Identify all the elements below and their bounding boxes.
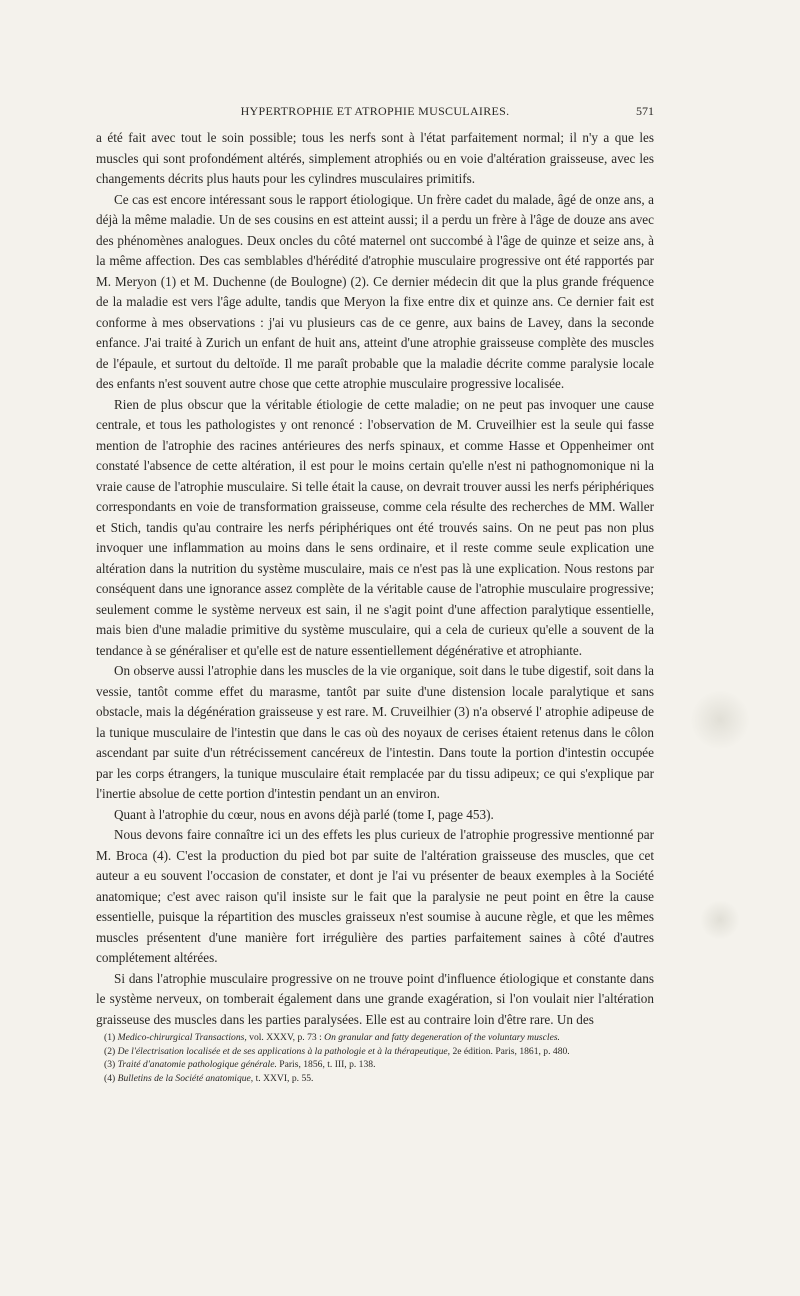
footnote-number: (3) — [104, 1059, 116, 1070]
footnote-number: (1) — [104, 1032, 116, 1043]
footnote-title: Traité d'anatomie pathologique générale. — [117, 1059, 277, 1070]
footnote — [96, 1031, 654, 1045]
paragraph: Si dans l'atrophie musculaire progressive on ne trouve point d'influence étiologique et constante dans le système nerveux, on tomberait également dans une grande exagération, si l'on voulait nier l'altération graisseuse des muscles dans les parties paralysées. Elle est au contraire loin d'être rare. Un des — [96, 970, 654, 1027]
paragraph: Rien de plus obscur que la véritable étiologie de cette maladie; on ne peut pas invoquer une cause centrale, et tous les pathologistes y ont renoncé : l'observation de M. Cruveilhier est la seule qui fasse mention de l'atrophie des racines antérieures des nerfs spinaux, et comme Hasse et Oppenheimer ont constaté l'absence de cette altération, il est pour le moins certain qu'elle n'est ni pathognomonique ni la vraie cause de l'atrophie musculaire. Si telle était la cause, on devrait trouver aussi les nerfs périphériques correspondants en voie de transformation graisseuse, comme cela résulte des recherches de MM. Waller et Stich, tandis qu'au contraire les nerfs périphériques ont été trouvés sains. On ne peut pas non plus invoquer une inflammation au moins dans le sens ordinaire, et il reste comme seule explication une altération dans la nutrition du système musculaire, mais ce n'est pas là une explication. Nous restons par conséquent dans une ignorance assez complète de la véritable cause de l'atrophie musculaire progressive; seulement comme le système nerveux est sain, il ne s'agit point d'une affection paralytique essentielle, mais bien d'une maladie primitive du système musculaire, qui a cela de curieux qu'elle a souvent de la tendance à se généraliser et qu'elle est de nature essentiellement dégénérative et atrophiante. — [96, 396, 654, 658]
paragraph: Quant à l'atrophie du cœur, nous en avons déjà parlé (tome I, page 453). — [114, 806, 494, 822]
footnote — [96, 1045, 654, 1059]
footnote — [96, 1058, 654, 1072]
footnote-title: Medico-chirurgical Transactions, — [117, 1032, 247, 1043]
footnote-text: 2e édition. Paris, 1861, p. 480. — [450, 1045, 570, 1057]
body-text — [96, 128, 654, 1030]
footnote-title: De l'électrisation localisée et de ses applications à la pathologie et à la thérapeutique, — [117, 1045, 451, 1057]
page-header — [96, 104, 654, 124]
paper-stain — [700, 900, 740, 940]
paragraph: Nous devons faire connaître ici un des effets les plus curieux de l'atrophie progressive mentionné par M. Broca (4). C'est la production du pied bot par suite de l'altération graisseuse des muscles, que cet auteur a eu souvent l'occasion de constater, et dont je l'ai vu présenter de beaux exemples à la Société anatomique; c'est avec raison qu'il insiste sur le fait que la paralysie ne peut point en être la cause essentielle, puisque la répartition des muscles graisseux n'est soumise à aucune règle, et que les mêmes muscles présentent d'une manière fort irrégulière des parties parfaitement saines à côté d'autres complétement altérées. — [96, 827, 654, 965]
footnote-text: vol. XXXV, p. 73 : — [246, 1032, 325, 1043]
page-number: 571 — [636, 104, 654, 118]
paper-stain — [690, 690, 750, 750]
paragraph: Ce cas est encore intéressant sous le rapport étiologique. Un frère cadet du malade, âgé de onze ans, a déjà la même maladie. Un de ses cousins en est atteint aussi; il a perdu un frère à l'âge de douze ans avec des phénomènes analogues. Deux oncles du côté maternel ont succombé à l'âge de quinze et seize ans, à la même affection. Des cas semblables d'hérédité d'atrophie musculaire progressive ont été rapportés par M. Meryon (1) et M. Duchenne (de Boulogne) (2). Ce dernier médecin dit que la plus grande fréquence de la maladie est vers l'âge adulte, tandis que Meryon la fixe entre dix et quinze ans. Ce dernier fait est conforme à mes observations : j'ai vu plusieurs cas de ce genre, aux bains de Lavey, dans la seconde enfance. J'ai traité à Zurich un enfant de huit ans, atteint d'une atrophie graisseuse complète des muscles de l'épaule, et surtout du deltoïde. Il me paraît probable que la maladie décrite comme paralysie locale des enfants n'est souvent autre chose que cette atrophie musculaire progressive localisée. — [96, 191, 654, 391]
footnote-number: (2) — [104, 1045, 116, 1057]
footnote — [96, 1072, 654, 1086]
footnote-title: Bulletins de la Société anatomique, — [117, 1072, 254, 1084]
running-title: HYPERTROPHIE ET ATROPHIE MUSCULAIRES. — [240, 104, 510, 118]
footnote-text: t. XXVI, p. 55. — [253, 1072, 314, 1084]
footnotes — [96, 1031, 654, 1085]
paragraph: On observe aussi l'atrophie dans les muscles de la vie organique, soit dans le tube digestif, soit dans la vessie, tantôt comme effet du marasme, tantôt par suite d'une distension locale paralytique et sans obstacle, mais la dégénération graisseuse y est rare. M. Cruveilhier (3) n'a observé l' atrophie adipeuse de la tunique musculaire de l'intestin que dans le cas où des noyaux de cerises étaient retenus dans le côlon ascendant par suite d'un rétrécissement cancéreux de l'intestin. Dans toute la portion d'intestin occupée par les corps étrangers, la tunique musculaire était remplacée par du tissu adipeux; ce qui s'explique par l'inertie absolue de cette portion d'intestin pendant un an environ. — [96, 663, 654, 801]
paragraph: a été fait avec tout le soin possible; tous les nerfs sont à l'état parfaitement normal; il n'y a que les muscles qui sont profondément altérés, simplement atrophiés ou en voie d'altération graisseuse, avec les changements décrits plus hauts pour les cylindres musculaires primitifs. — [96, 130, 654, 186]
footnote-title: On granular and fatty degeneration of the voluntary muscles. — [324, 1032, 560, 1043]
footnote-text: Paris, 1856, t. III, p. 138. — [276, 1059, 376, 1070]
footnote-number: (4) — [104, 1072, 116, 1084]
